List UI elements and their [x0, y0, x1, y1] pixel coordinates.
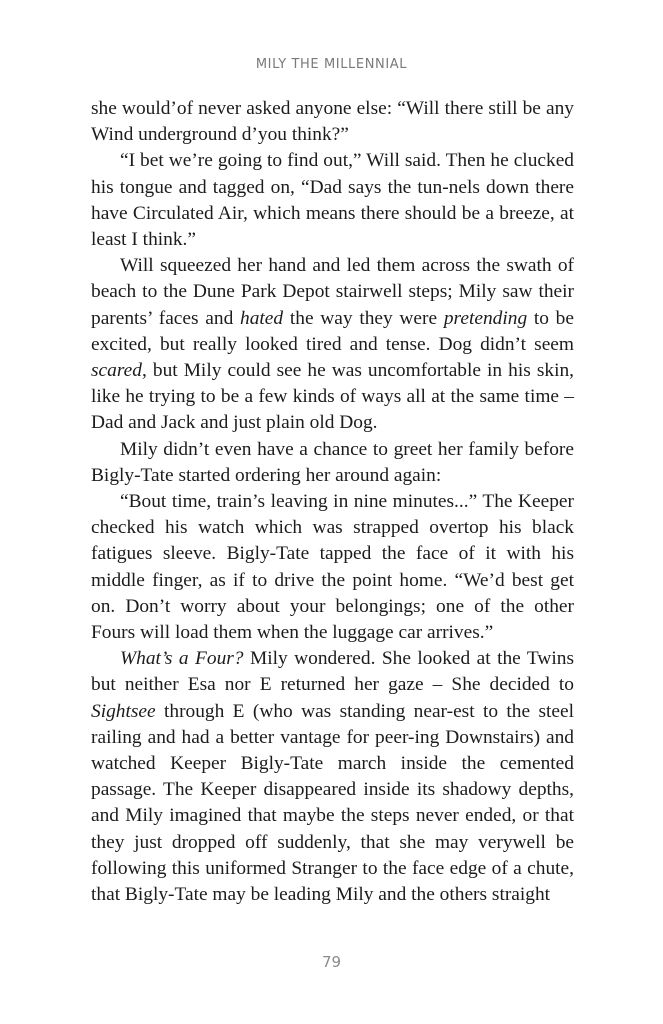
paragraph-text: she would’of never asked anyone else: “Will there still be any Wind underground d’you think?”	[91, 98, 574, 146]
body-text	[91, 96, 574, 908]
italic-text: Sightsee	[91, 700, 156, 722]
paragraph-text: Mily didn’t even have a chance to greet her family before Bigly-Tate started ordering her around again:	[91, 438, 574, 486]
paragraph-text: , but Mily could see he was uncomfortable in his skin, like he trying to be a few kinds of ways all at the same time – Dad and Jack and just plain old Dog.	[91, 360, 574, 434]
paragraph	[91, 646, 574, 908]
paragraph-text: to be excited, but really looked tired and tense. Dog didn’t seem	[91, 307, 574, 355]
paragraph	[91, 253, 574, 436]
italic-text: pretending	[443, 307, 528, 329]
paragraph-text: through E (who was standing near-est to the steel railing and had a better vantage for peer-ing Downstairs) and watched Keeper Bigly-Tate march inside the cemented passage. The Keeper disappeared inside its shadowy depths, and Mily imagined that maybe the steps never ended, or that they just dropped off suddenly, that she may verywell be following this uniformed Stranger to the face edge of a chute, that Bigly-Tate may be leading Mily and the others straight	[91, 700, 574, 906]
paragraph-text: Will squeezed her hand and led them across the swath of beach to the Dune Park Depot stairwell steps; Mily saw their parents’ faces and	[91, 255, 574, 329]
paragraph	[91, 148, 574, 253]
paragraph	[91, 96, 574, 148]
italic-text: scared	[91, 360, 142, 382]
running-head-title: MILY THE MILLENNIAL	[255, 57, 408, 72]
paragraph-text: “I bet we’re going to find out,” Will said. Then he clucked his tongue and tagged on, “Dad says the tun-nels down there have Circulated Air, which means there should be a breeze, at least I think.”	[91, 150, 574, 251]
paragraph-text: the way they were	[283, 307, 444, 329]
italic-text: hated	[240, 307, 284, 329]
paragraph-text: Mily wondered. She looked at the Twins but neither Esa nor E returned her gaze – She decided to	[91, 648, 574, 696]
paragraph	[91, 437, 574, 489]
paragraph	[91, 489, 574, 646]
italic-text: What’s a Four?	[120, 648, 244, 670]
page-number: 79	[321, 953, 342, 971]
paragraph-text: “Bout time, train’s leaving in nine minutes...” The Keeper checked his watch which was strapped overtop his black fatigues sleeve. Bigly-Tate tapped the face of it with his middle finger, as if to drive the point home. “We’d best get on. Don’t worry about your belongings; one of the other Fours will load them when the luggage car arrives.”	[91, 491, 574, 644]
